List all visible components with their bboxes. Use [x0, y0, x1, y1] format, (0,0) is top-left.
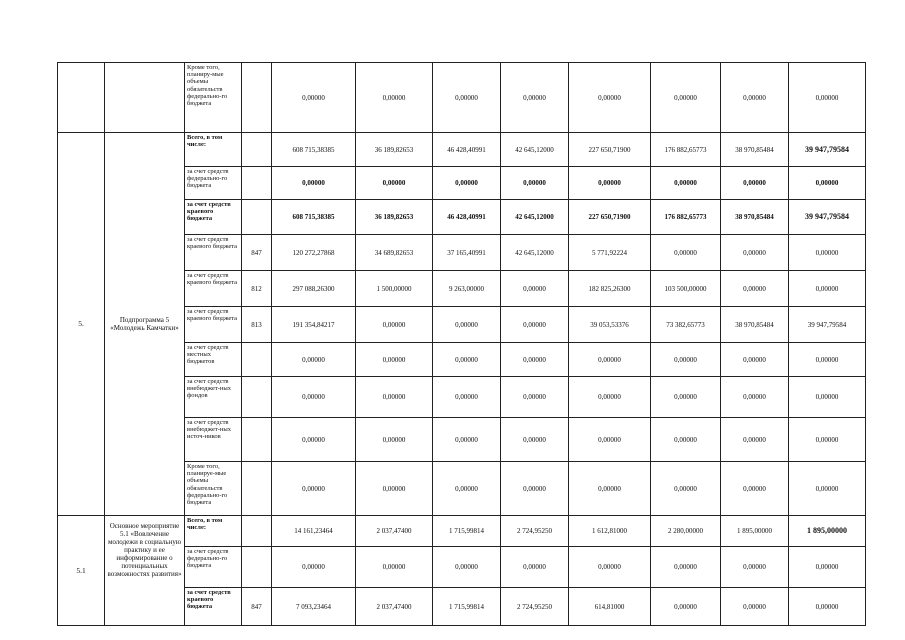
amount-cell: 42 645,12000 [501, 235, 569, 271]
amount-cell: 0,00000 [721, 235, 789, 271]
amount-cell: 0,00000 [721, 588, 789, 626]
amount-cell: 0,00000 [721, 462, 789, 516]
amount-cell: 191 354,84217 [272, 307, 356, 343]
amount-cell: 0,00000 [501, 547, 569, 588]
department-code [242, 547, 272, 588]
department-code: 813 [242, 307, 272, 343]
amount-cell: 0,00000 [356, 167, 433, 200]
amount-cell: 0,00000 [272, 63, 356, 133]
amount-cell: 0,00000 [721, 547, 789, 588]
budget-table-page [57, 62, 865, 626]
funding-source-label: за счет средств краевого бюджета [185, 307, 242, 343]
amount-cell: 1 895,00000 [789, 516, 866, 547]
amount-cell: 182 825,26300 [569, 271, 651, 307]
amount-cell: 36 189,82653 [356, 133, 433, 167]
amount-cell: 0,00000 [433, 307, 501, 343]
amount-cell: 0,00000 [501, 343, 569, 377]
amount-cell: 0,00000 [651, 377, 721, 418]
amount-cell: 0,00000 [651, 343, 721, 377]
amount-cell: 0,00000 [433, 343, 501, 377]
amount-cell: 0,00000 [721, 343, 789, 377]
amount-cell: 0,00000 [721, 271, 789, 307]
amount-cell: 0,00000 [569, 167, 651, 200]
name-cell [105, 63, 185, 133]
amount-cell: 0,00000 [501, 271, 569, 307]
amount-cell: 0,00000 [789, 377, 866, 418]
amount-cell: 0,00000 [569, 418, 651, 462]
amount-cell: 14 161,23464 [272, 516, 356, 547]
department-code: 812 [242, 271, 272, 307]
amount-cell: 1 895,00000 [721, 516, 789, 547]
amount-cell: 2 724,95250 [501, 588, 569, 626]
amount-cell: 0,00000 [789, 235, 866, 271]
funding-source-label: Кроме того, планиру-мые объемы обязательств федерально-го бюджета [185, 63, 242, 133]
amount-cell: 0,00000 [569, 462, 651, 516]
amount-cell: 0,00000 [501, 63, 569, 133]
amount-cell: 42 645,12000 [501, 200, 569, 235]
amount-cell: 0,00000 [569, 343, 651, 377]
table-row [58, 133, 866, 167]
department-code [242, 63, 272, 133]
funding-source-label: Всего, в том числе: [185, 133, 242, 167]
funding-source-label: за счет средств краевого бюджета [185, 271, 242, 307]
amount-cell: 0,00000 [789, 167, 866, 200]
amount-cell: 0,00000 [651, 418, 721, 462]
amount-cell: 1 500,00000 [356, 271, 433, 307]
amount-cell: 0,00000 [721, 167, 789, 200]
amount-cell: 0,00000 [789, 462, 866, 516]
amount-cell: 2 724,95250 [501, 516, 569, 547]
department-code [242, 200, 272, 235]
amount-cell: 0,00000 [651, 63, 721, 133]
amount-cell: 2 280,00000 [651, 516, 721, 547]
department-code [242, 418, 272, 462]
amount-cell: 39 947,79584 [789, 307, 866, 343]
amount-cell: 46 428,40991 [433, 133, 501, 167]
amount-cell: 0,00000 [433, 377, 501, 418]
amount-cell: 36 189,82653 [356, 200, 433, 235]
department-code [242, 343, 272, 377]
amount-cell: 38 970,85484 [721, 133, 789, 167]
amount-cell: 2 037,47400 [356, 588, 433, 626]
amount-cell: 5 771,92224 [569, 235, 651, 271]
amount-cell: 0,00000 [651, 167, 721, 200]
amount-cell: 0,00000 [789, 343, 866, 377]
amount-cell: 7 093,23464 [272, 588, 356, 626]
amount-cell: 227 650,71900 [569, 133, 651, 167]
department-code [242, 462, 272, 516]
department-code [242, 167, 272, 200]
funding-source-label: за счет средств федерально-го бюджета [185, 167, 242, 200]
amount-cell: 34 689,82653 [356, 235, 433, 271]
amount-cell: 0,00000 [272, 377, 356, 418]
amount-cell: 0,00000 [356, 63, 433, 133]
amount-cell: 0,00000 [433, 462, 501, 516]
amount-cell: 0,00000 [356, 343, 433, 377]
amount-cell: 176 882,65773 [651, 200, 721, 235]
funding-source-label: за счет средств внебюджет-ных фондов [185, 377, 242, 418]
amount-cell: 37 165,40991 [433, 235, 501, 271]
amount-cell: 608 715,38385 [272, 133, 356, 167]
department-code: 847 [242, 235, 272, 271]
amount-cell: 0,00000 [272, 167, 356, 200]
amount-cell: 0,00000 [272, 547, 356, 588]
amount-cell: 38 970,85484 [721, 200, 789, 235]
section-name: Подпрограмма 5 «Молодежь Камчатки» [105, 133, 185, 516]
amount-cell: 0,00000 [789, 63, 866, 133]
amount-cell: 0,00000 [356, 307, 433, 343]
department-code: 847 [242, 588, 272, 626]
amount-cell: 0,00000 [721, 63, 789, 133]
amount-cell: 1 715,99814 [433, 588, 501, 626]
amount-cell: 0,00000 [356, 462, 433, 516]
funding-source-label: за счет средств внебюджет-ных источ-ников [185, 418, 242, 462]
amount-cell: 1 715,99814 [433, 516, 501, 547]
amount-cell: 0,00000 [651, 588, 721, 626]
table-row [58, 516, 866, 547]
amount-cell: 0,00000 [651, 235, 721, 271]
department-code [242, 133, 272, 167]
amount-cell: 0,00000 [433, 418, 501, 462]
amount-cell: 0,00000 [272, 462, 356, 516]
budget-table [57, 62, 866, 626]
amount-cell: 0,00000 [272, 418, 356, 462]
section-index: 5. [58, 133, 105, 516]
amount-cell: 0,00000 [569, 377, 651, 418]
amount-cell: 0,00000 [356, 547, 433, 588]
amount-cell: 39 947,79584 [789, 133, 866, 167]
amount-cell: 614,81000 [569, 588, 651, 626]
amount-cell: 0,00000 [501, 377, 569, 418]
department-code [242, 377, 272, 418]
funding-source-label: за счет средств краевого бюджета [185, 200, 242, 235]
amount-cell: 0,00000 [569, 547, 651, 588]
amount-cell: 0,00000 [501, 307, 569, 343]
funding-source-label: за счет средств местных бюджетов [185, 343, 242, 377]
amount-cell: 1 612,81000 [569, 516, 651, 547]
amount-cell: 176 882,65773 [651, 133, 721, 167]
section-index: 5.1 [58, 516, 105, 626]
amount-cell: 73 382,65773 [651, 307, 721, 343]
amount-cell: 0,00000 [356, 418, 433, 462]
amount-cell: 297 088,26300 [272, 271, 356, 307]
amount-cell: 0,00000 [501, 462, 569, 516]
amount-cell: 0,00000 [433, 547, 501, 588]
funding-source-label: Всего, в том числе: [185, 516, 242, 547]
amount-cell: 42 645,12000 [501, 133, 569, 167]
amount-cell: 2 037,47400 [356, 516, 433, 547]
amount-cell: 103 500,00000 [651, 271, 721, 307]
amount-cell: 0,00000 [651, 462, 721, 516]
amount-cell: 0,00000 [721, 377, 789, 418]
funding-source-label: за счет средств краевого бюджета [185, 588, 242, 626]
amount-cell: 608 715,38385 [272, 200, 356, 235]
amount-cell: 0,00000 [789, 588, 866, 626]
amount-cell: 46 428,40991 [433, 200, 501, 235]
amount-cell: 0,00000 [721, 418, 789, 462]
amount-cell: 0,00000 [651, 547, 721, 588]
amount-cell: 0,00000 [356, 377, 433, 418]
funding-source-label: Кроме того, планируе-мые объемы обязательств федерально-го бюджета [185, 462, 242, 516]
amount-cell: 0,00000 [501, 167, 569, 200]
amount-cell: 0,00000 [501, 418, 569, 462]
funding-source-label: за счет средств федерально-го бюджета [185, 547, 242, 588]
amount-cell: 0,00000 [789, 271, 866, 307]
amount-cell: 227 650,71900 [569, 200, 651, 235]
amount-cell: 38 970,85484 [721, 307, 789, 343]
department-code [242, 516, 272, 547]
amount-cell: 9 263,00000 [433, 271, 501, 307]
table-row [58, 63, 866, 133]
amount-cell: 0,00000 [789, 418, 866, 462]
amount-cell: 0,00000 [569, 63, 651, 133]
index-cell [58, 63, 105, 133]
amount-cell: 0,00000 [789, 547, 866, 588]
funding-source-label: за счет средств краевого бюджета [185, 235, 242, 271]
amount-cell: 0,00000 [433, 63, 501, 133]
section-name: Основное мероприятие 5.1 «Вовлечение молодежи в социальную практику и ее информирование о потенциальных возможностях развития» [105, 516, 185, 626]
amount-cell: 39 053,53376 [569, 307, 651, 343]
amount-cell: 0,00000 [272, 343, 356, 377]
amount-cell: 120 272,27868 [272, 235, 356, 271]
amount-cell: 39 947,79584 [789, 200, 866, 235]
amount-cell: 0,00000 [433, 167, 501, 200]
